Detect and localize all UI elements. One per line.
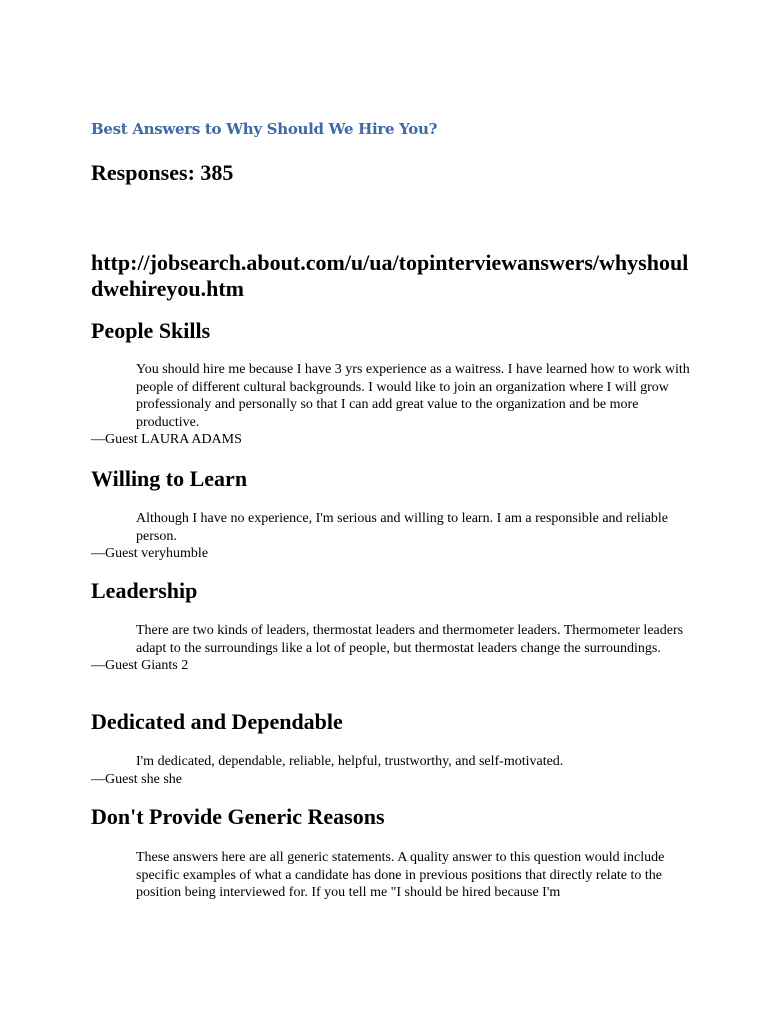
section-dont-provide-generic-reasons (91, 804, 691, 902)
section-byline: —Guest Giants 2 (91, 658, 189, 673)
responses-count: Responses: 385 (91, 160, 234, 185)
page-title: Best Answers to Why Should We Hire You? (91, 120, 438, 138)
section-byline: —Guest veryhumble (91, 546, 209, 561)
section-willing-to-learn (91, 466, 691, 562)
section-quote: These answers here are all generic statements. A quality answer to this question would include specific examples of what a candidate has done in previous positions that directly relate to the position being interviewed for. If you tell me "I should be hired because I'm (136, 850, 665, 900)
section-byline: —Guest LAURA ADAMS (91, 432, 242, 447)
section-heading: People Skills (91, 318, 211, 343)
section-people-skills (91, 318, 691, 448)
section-heading: Willing to Learn (91, 466, 248, 491)
section-heading: Leadership (91, 578, 198, 603)
section-heading: Don't Provide Generic Reasons (91, 804, 385, 829)
source-url: http://jobsearch.about.com/u/ua/topinterviewanswers/whyshouldwehireyou.htm (91, 250, 689, 301)
section-leadership (91, 578, 691, 674)
section-quote: I'm dedicated, dependable, reliable, helpful, trustworthy, and self-motivated. (136, 754, 564, 769)
section-quote: You should hire me because I have 3 yrs experience as a waitress. I have learned how to work with people of different cultural backgrounds. I would like to join an organization where I will grow professionaly and personally so that I can add great value to the organization and be more productive. (136, 362, 690, 430)
section-quote: There are two kinds of leaders, thermostat leaders and thermometer leaders. Thermometer leaders adapt to the surroundings like a lot of people, but thermostat leaders change the surroundings. (136, 623, 684, 656)
section-dedicated-and-dependable (91, 709, 691, 788)
section-byline: —Guest she she (91, 771, 182, 787)
section-heading: Dedicated and Dependable (91, 709, 343, 734)
section-quote: Although I have no experience, I'm serious and willing to learn. I am a responsible and reliable person. (136, 511, 669, 544)
